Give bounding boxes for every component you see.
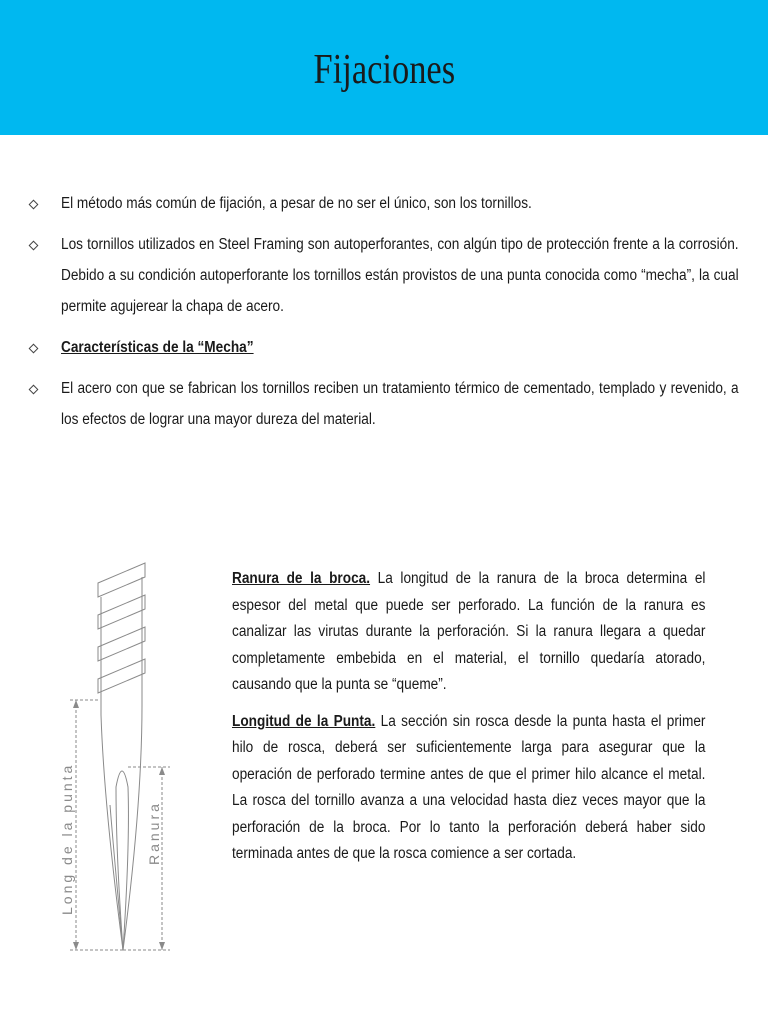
diamond-bullet-icon	[29, 200, 39, 210]
list-item	[30, 332, 742, 363]
description-paragraph	[232, 709, 752, 868]
drill-tip-diagram	[50, 555, 200, 965]
diamond-bullet-icon	[29, 241, 39, 251]
title-bar	[0, 0, 768, 135]
term-ranura-de-la-broca: Ranura de la broca.	[232, 570, 371, 587]
page-title: Fijaciones	[313, 46, 455, 93]
description-text: La longitud de la ranura de la broca determina el espesor del metal que puede ser perforado. La función de la ranura es canalizar las virutas durante la perforación. Si la ranura llegara a quedar completamente embebida en el material, el tornillo quedaría atorado, causando que la punta se “queme”.	[232, 570, 706, 693]
bullet-text: El acero con que se fabrican los tornillos reciben un tratamiento térmico de cementado, templado y revenido, a los efectos de lograr una mayor dureza del material.	[61, 380, 739, 428]
bullet-text: Los tornillos utilizados en Steel Framing son autoperforantes, con algún tipo de protección frente a la corrosión. Debido a su condición autoperforante los tornillos están provistos de una punta conocida como “mecha”, la cual permite agujerear la chapa de acero.	[61, 236, 739, 315]
diamond-bullet-icon	[29, 385, 39, 395]
diamond-bullet-icon	[29, 344, 39, 354]
list-item	[30, 229, 742, 322]
label-ranura: Ranura	[146, 801, 162, 865]
bullet-text: El método más común de fijación, a pesar de no ser el único, son los tornillos.	[61, 195, 532, 212]
description-paragraph	[232, 566, 752, 699]
list-item	[30, 188, 742, 219]
section-heading: Características de la “Mecha”	[61, 339, 254, 356]
list-item	[30, 373, 742, 435]
description-block	[232, 566, 752, 878]
label-long-de-la-punta: Long de la punta	[59, 762, 75, 915]
term-longitud-de-la-punta: Longitud de la Punta.	[232, 712, 376, 730]
description-text: La sección sin rosca desde la punta hasta el primer hilo de rosca, deberá ser suficientemente larga para asegurar que la operación de perforado termine antes de que el primer hilo alcance el metal. La rosca del tornillo avanza a una velocidad hasta diez veces mayor que la perforación de la broca. Por lo tanto la perforación deberá haber sido terminada antes de que la rosca comience a ser cortada.	[232, 712, 706, 862]
bullet-list	[30, 188, 742, 445]
